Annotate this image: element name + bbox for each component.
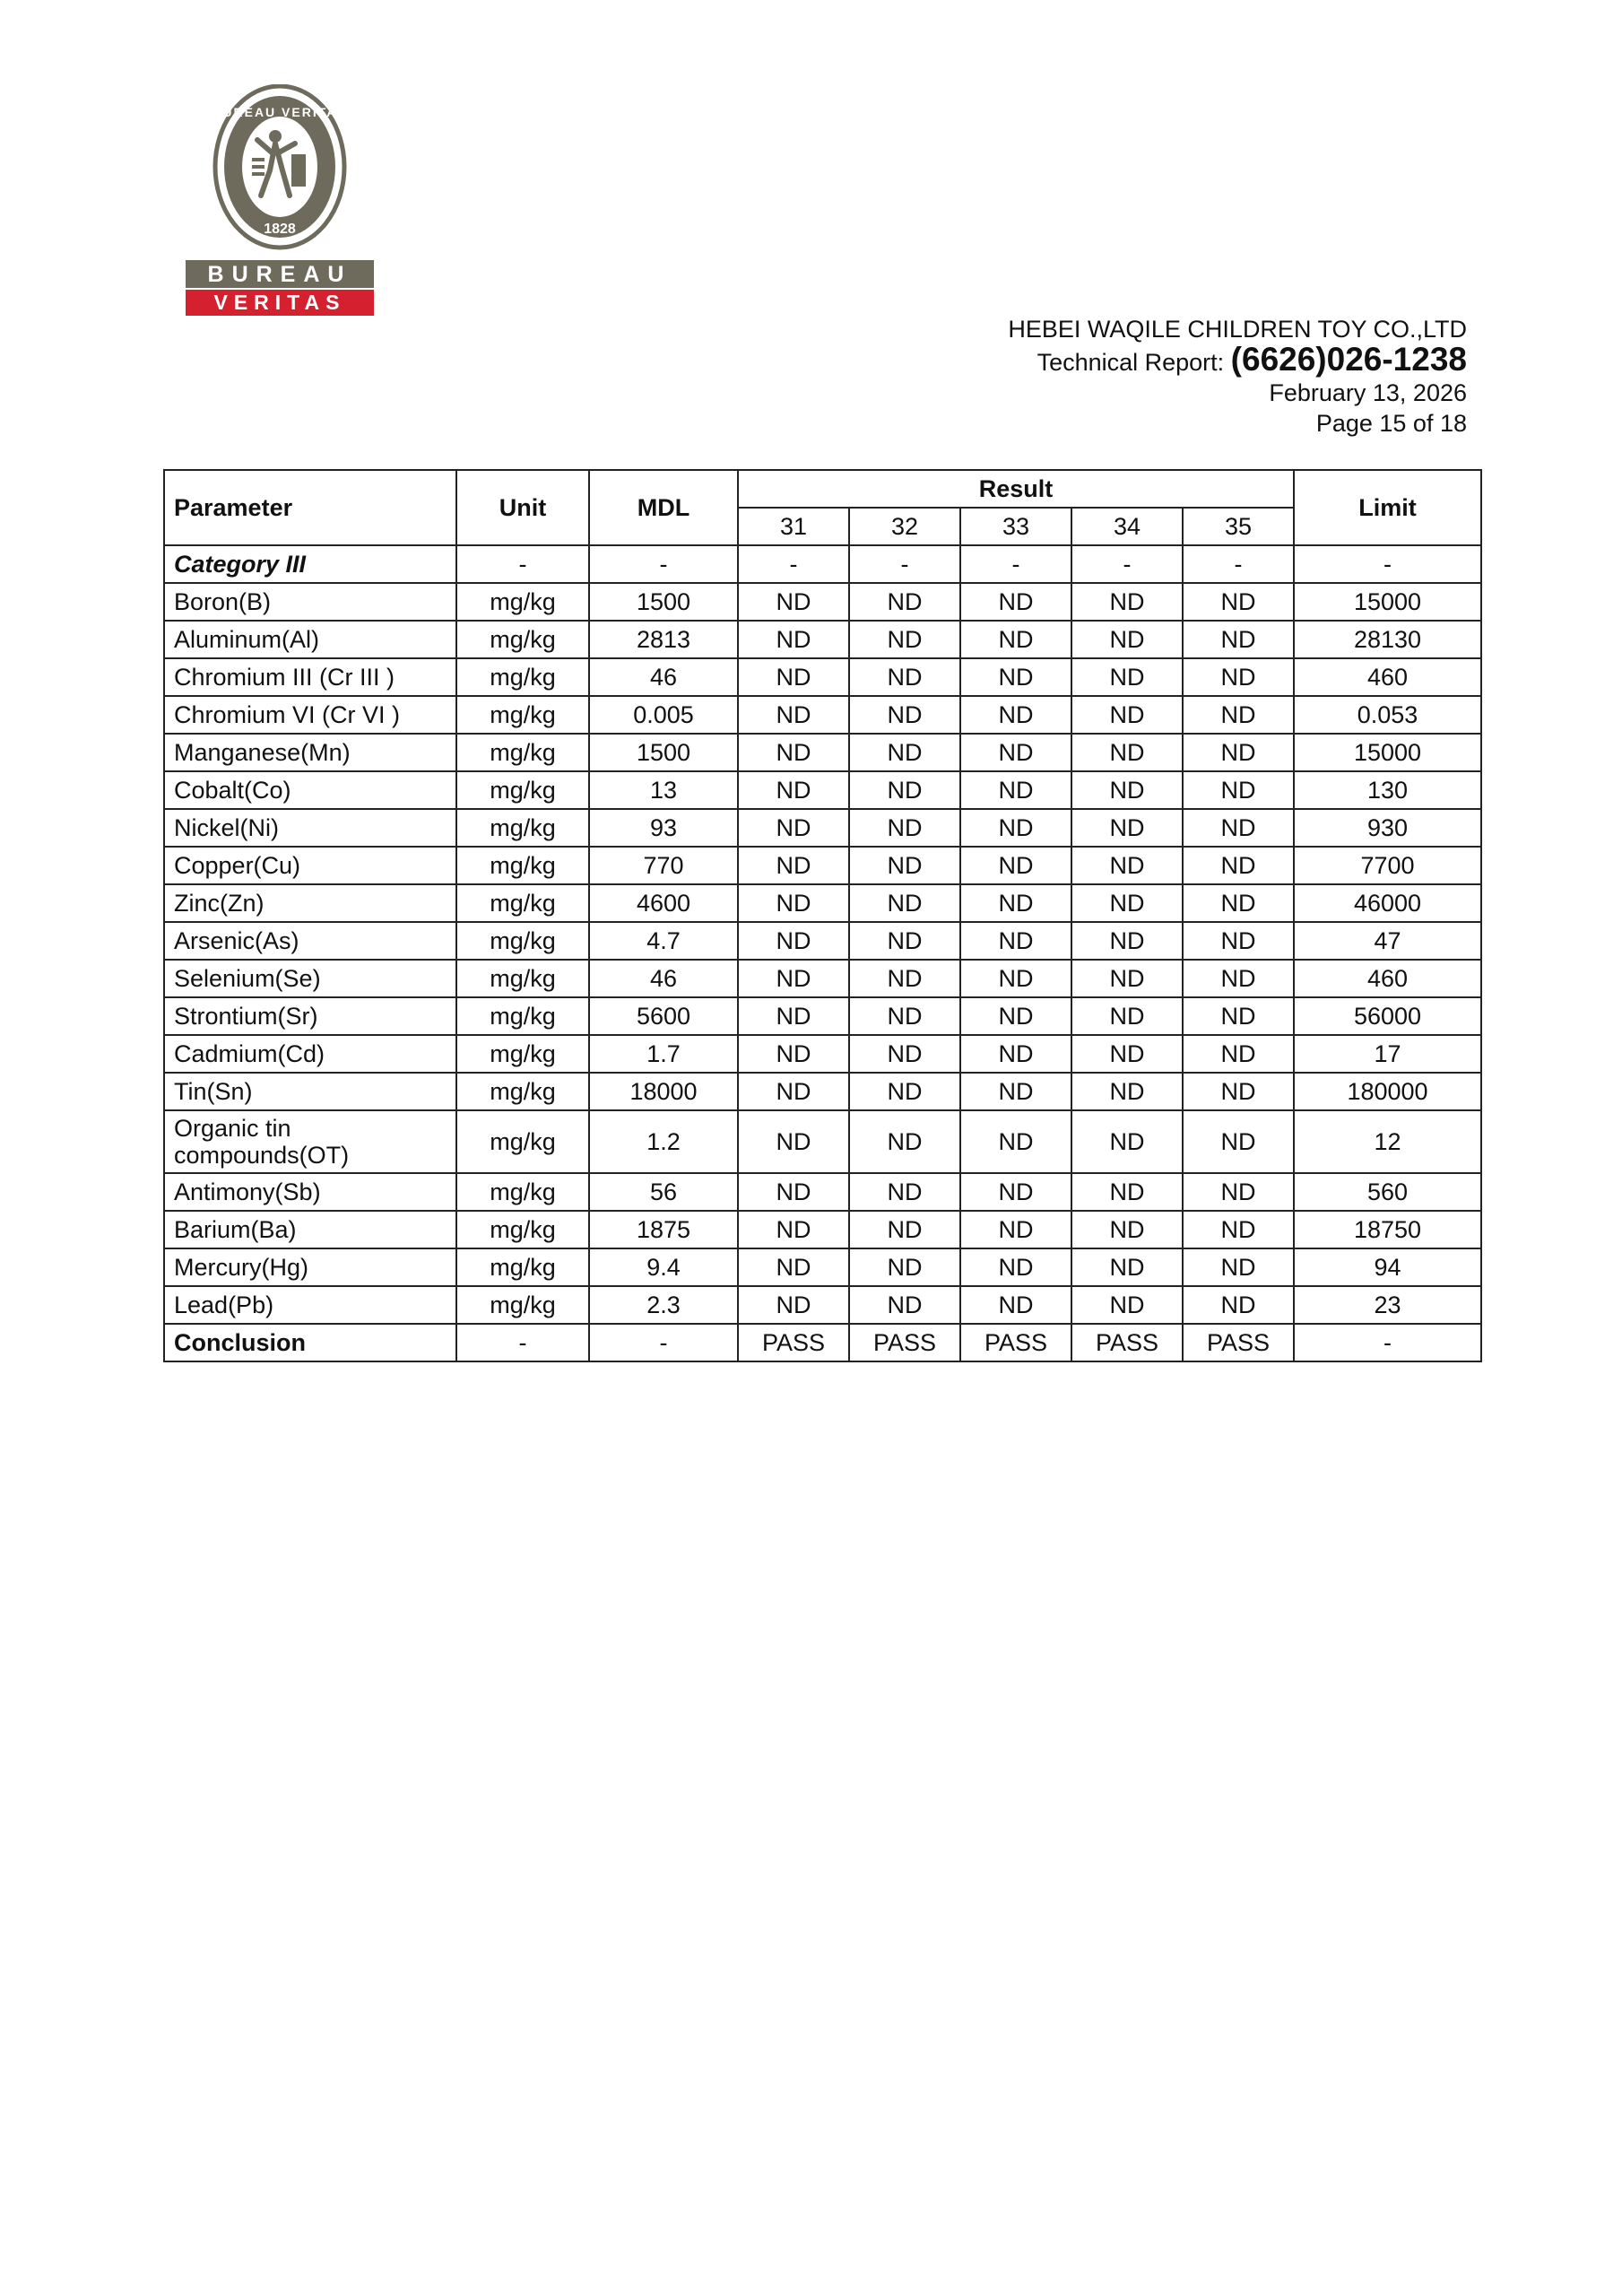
mdl-cell: 1500	[589, 734, 738, 771]
result-cell: ND	[738, 1035, 849, 1073]
unit-cell: mg/kg	[456, 960, 589, 997]
result-cell: ND	[738, 1248, 849, 1286]
report-header	[1008, 314, 1467, 439]
mdl-cell: 1875	[589, 1211, 738, 1248]
result-cell: ND	[849, 847, 960, 884]
unit-cell: mg/kg	[456, 997, 589, 1035]
parameter-cell: Aluminum(Al)	[164, 621, 456, 658]
header-sample: 33	[960, 508, 1071, 545]
result-cell: ND	[738, 960, 849, 997]
result-cell: ND	[738, 809, 849, 847]
table-row	[164, 1173, 1481, 1211]
conclusion-row	[164, 1324, 1481, 1361]
result-cell: -	[960, 545, 1071, 583]
limit-cell: 46000	[1294, 884, 1481, 922]
result-cell: ND	[738, 1286, 849, 1324]
mdl-cell: 9.4	[589, 1248, 738, 1286]
result-cell: ND	[738, 696, 849, 734]
result-cell: ND	[1071, 884, 1183, 922]
result-cell: ND	[849, 1110, 960, 1173]
limit-cell: 180000	[1294, 1073, 1481, 1110]
header-parameter: Parameter	[164, 470, 456, 545]
result-cell: ND	[1183, 1073, 1294, 1110]
table-row	[164, 771, 1481, 809]
result-cell: ND	[1183, 847, 1294, 884]
unit-cell: mg/kg	[456, 847, 589, 884]
mdl-cell: -	[589, 545, 738, 583]
mdl-cell: 5600	[589, 997, 738, 1035]
header-sample: 31	[738, 508, 849, 545]
parameter-cell: Manganese(Mn)	[164, 734, 456, 771]
parameter-cell: Cobalt(Co)	[164, 771, 456, 809]
result-cell: -	[849, 545, 960, 583]
result-cell: ND	[960, 809, 1071, 847]
table-row	[164, 997, 1481, 1035]
mdl-cell: -	[589, 1324, 738, 1361]
svg-text:1828: 1828	[264, 222, 296, 237]
header-limit: Limit	[1294, 470, 1481, 545]
result-cell: ND	[1071, 1173, 1183, 1211]
mdl-cell: 46	[589, 960, 738, 997]
result-cell: ND	[1071, 922, 1183, 960]
result-cell: ND	[738, 621, 849, 658]
unit-cell: -	[456, 1324, 589, 1361]
table-row	[164, 621, 1481, 658]
category-row	[164, 545, 1481, 583]
results-table	[163, 469, 1482, 1362]
mdl-cell: 1.7	[589, 1035, 738, 1073]
result-cell: ND	[1071, 1035, 1183, 1073]
limit-cell: -	[1294, 545, 1481, 583]
limit-cell: 94	[1294, 1248, 1481, 1286]
result-cell: ND	[960, 1248, 1071, 1286]
bureau-veritas-logo	[184, 84, 376, 317]
result-cell: ND	[1183, 1286, 1294, 1324]
table-row	[164, 583, 1481, 621]
result-cell: ND	[1071, 658, 1183, 696]
mdl-cell: 770	[589, 847, 738, 884]
unit-cell: mg/kg	[456, 583, 589, 621]
result-cell: ND	[1071, 847, 1183, 884]
mdl-cell: 56	[589, 1173, 738, 1211]
parameter-cell: Mercury(Hg)	[164, 1248, 456, 1286]
result-cell: ND	[1071, 621, 1183, 658]
result-cell: ND	[1071, 960, 1183, 997]
limit-cell: 28130	[1294, 621, 1481, 658]
result-cell: PASS	[1071, 1324, 1183, 1361]
result-cell: ND	[849, 884, 960, 922]
result-cell: ND	[849, 621, 960, 658]
result-cell: ND	[960, 922, 1071, 960]
report-line	[1008, 341, 1467, 378]
result-cell: ND	[738, 997, 849, 1035]
limit-cell: 56000	[1294, 997, 1481, 1035]
parameter-cell: Arsenic(As)	[164, 922, 456, 960]
report-label: Technical Report:	[1037, 349, 1231, 376]
svg-text:BUREAU VERITAS: BUREAU VERITAS	[212, 105, 348, 119]
table-row	[164, 1286, 1481, 1324]
result-cell: PASS	[738, 1324, 849, 1361]
table-row	[164, 1073, 1481, 1110]
table-row	[164, 1248, 1481, 1286]
limit-cell: 47	[1294, 922, 1481, 960]
limit-cell: 23	[1294, 1286, 1481, 1324]
table-row	[164, 809, 1481, 847]
parameter-cell: Barium(Ba)	[164, 1211, 456, 1248]
result-cell: ND	[1183, 696, 1294, 734]
result-cell: ND	[960, 658, 1071, 696]
parameter-cell: Zinc(Zn)	[164, 884, 456, 922]
result-cell: ND	[960, 734, 1071, 771]
result-cell: ND	[1183, 583, 1294, 621]
unit-cell: mg/kg	[456, 1248, 589, 1286]
result-cell: ND	[849, 696, 960, 734]
svg-text:VERITAS: VERITAS	[213, 291, 346, 314]
result-cell: ND	[1071, 809, 1183, 847]
unit-cell: mg/kg	[456, 1110, 589, 1173]
mdl-cell: 1.2	[589, 1110, 738, 1173]
limit-cell: 15000	[1294, 583, 1481, 621]
header-sample: 34	[1071, 508, 1183, 545]
result-cell: ND	[1183, 997, 1294, 1035]
result-cell: ND	[1183, 771, 1294, 809]
unit-cell: mg/kg	[456, 734, 589, 771]
result-cell: ND	[738, 922, 849, 960]
svg-text:BUREAU: BUREAU	[207, 262, 352, 287]
header-mdl: MDL	[589, 470, 738, 545]
limit-cell: 460	[1294, 658, 1481, 696]
result-cell: ND	[849, 771, 960, 809]
result-cell: ND	[1183, 1248, 1294, 1286]
result-cell: ND	[849, 1073, 960, 1110]
table-row	[164, 1035, 1481, 1073]
result-cell: ND	[1071, 734, 1183, 771]
result-cell: ND	[1071, 771, 1183, 809]
result-cell: ND	[1071, 696, 1183, 734]
parameter-cell: Selenium(Se)	[164, 960, 456, 997]
limit-cell: 12	[1294, 1110, 1481, 1173]
result-cell: ND	[1183, 734, 1294, 771]
result-cell: ND	[738, 1211, 849, 1248]
result-cell: ND	[1183, 809, 1294, 847]
unit-cell: mg/kg	[456, 771, 589, 809]
header-result: Result	[738, 470, 1294, 508]
result-cell: ND	[849, 1211, 960, 1248]
result-cell: -	[738, 545, 849, 583]
mdl-cell: 13	[589, 771, 738, 809]
unit-cell: mg/kg	[456, 1173, 589, 1211]
result-cell: ND	[1071, 1248, 1183, 1286]
result-cell: ND	[849, 1248, 960, 1286]
unit-cell: mg/kg	[456, 1211, 589, 1248]
conclusion-label: Conclusion	[164, 1324, 456, 1361]
result-cell: ND	[960, 960, 1071, 997]
mdl-cell: 0.005	[589, 696, 738, 734]
parameter-cell: Chromium VI (Cr VI )	[164, 696, 456, 734]
result-cell: ND	[960, 621, 1071, 658]
parameter-cell: Cadmium(Cd)	[164, 1035, 456, 1073]
unit-cell: mg/kg	[456, 658, 589, 696]
result-cell: ND	[960, 771, 1071, 809]
header-sample: 35	[1183, 508, 1294, 545]
result-cell: ND	[849, 809, 960, 847]
result-cell: ND	[738, 583, 849, 621]
unit-cell: mg/kg	[456, 884, 589, 922]
parameter-cell: Antimony(Sb)	[164, 1173, 456, 1211]
table-row	[164, 696, 1481, 734]
result-cell: ND	[1071, 997, 1183, 1035]
result-cell: ND	[960, 1073, 1071, 1110]
result-cell: ND	[738, 884, 849, 922]
parameter-cell: Strontium(Sr)	[164, 997, 456, 1035]
mdl-cell: 4.7	[589, 922, 738, 960]
limit-cell: 460	[1294, 960, 1481, 997]
result-cell: ND	[960, 1286, 1071, 1324]
company-name: HEBEI WAQILE CHILDREN TOY CO.,LTD	[1008, 316, 1467, 343]
table-body	[164, 545, 1481, 1361]
table-row	[164, 960, 1481, 997]
limit-cell: 17	[1294, 1035, 1481, 1073]
result-cell: PASS	[960, 1324, 1071, 1361]
result-cell: ND	[960, 997, 1071, 1035]
parameter-cell: Tin(Sn)	[164, 1073, 456, 1110]
result-cell: ND	[849, 583, 960, 621]
limit-cell: 130	[1294, 771, 1481, 809]
result-cell: PASS	[849, 1324, 960, 1361]
mdl-cell: 18000	[589, 1073, 738, 1110]
table-row	[164, 1211, 1481, 1248]
result-cell: ND	[738, 658, 849, 696]
result-cell: ND	[960, 1035, 1071, 1073]
result-cell: ND	[849, 922, 960, 960]
unit-cell: mg/kg	[456, 696, 589, 734]
report-date: February 13, 2026	[1269, 379, 1467, 406]
parameter-cell: Chromium III (Cr III )	[164, 658, 456, 696]
mdl-cell: 93	[589, 809, 738, 847]
limit-cell: -	[1294, 1324, 1481, 1361]
result-cell: ND	[1183, 658, 1294, 696]
parameter-cell: Lead(Pb)	[164, 1286, 456, 1324]
result-cell: -	[1071, 545, 1183, 583]
unit-cell: mg/kg	[456, 1073, 589, 1110]
limit-cell: 15000	[1294, 734, 1481, 771]
result-cell: ND	[1071, 583, 1183, 621]
table-row	[164, 658, 1481, 696]
result-cell: ND	[738, 847, 849, 884]
limit-cell: 0.053	[1294, 696, 1481, 734]
result-cell: ND	[960, 884, 1071, 922]
parameter-cell: Copper(Cu)	[164, 847, 456, 884]
table-row	[164, 734, 1481, 771]
limit-cell: 560	[1294, 1173, 1481, 1211]
result-cell: ND	[960, 1173, 1071, 1211]
table-row	[164, 847, 1481, 884]
unit-cell: mg/kg	[456, 1286, 589, 1324]
result-cell: ND	[849, 960, 960, 997]
result-cell: ND	[960, 696, 1071, 734]
result-cell: ND	[738, 771, 849, 809]
mdl-cell: 2.3	[589, 1286, 738, 1324]
header-sample: 32	[849, 508, 960, 545]
mdl-cell: 1500	[589, 583, 738, 621]
seal-icon	[212, 86, 347, 248]
table-row	[164, 884, 1481, 922]
result-cell: ND	[1183, 1211, 1294, 1248]
result-cell: PASS	[1183, 1324, 1294, 1361]
result-cell: ND	[849, 1035, 960, 1073]
result-cell: ND	[1071, 1211, 1183, 1248]
report-number: (6626)026-1238	[1230, 341, 1467, 378]
mdl-cell: 2813	[589, 621, 738, 658]
result-cell: ND	[1183, 621, 1294, 658]
unit-cell: -	[456, 545, 589, 583]
result-cell: ND	[849, 658, 960, 696]
result-cell: ND	[738, 1173, 849, 1211]
result-cell: ND	[1183, 884, 1294, 922]
result-cell: ND	[849, 1286, 960, 1324]
result-cell: ND	[1071, 1286, 1183, 1324]
parameter-cell: Boron(B)	[164, 583, 456, 621]
mdl-cell: 4600	[589, 884, 738, 922]
result-cell: ND	[1071, 1073, 1183, 1110]
limit-cell: 18750	[1294, 1211, 1481, 1248]
result-cell: ND	[738, 1110, 849, 1173]
unit-cell: mg/kg	[456, 922, 589, 960]
table-row	[164, 922, 1481, 960]
result-cell: ND	[849, 1173, 960, 1211]
result-cell: ND	[1183, 1035, 1294, 1073]
limit-cell: 930	[1294, 809, 1481, 847]
result-cell: ND	[1183, 1173, 1294, 1211]
result-cell: ND	[738, 1073, 849, 1110]
result-cell: ND	[1183, 1110, 1294, 1173]
category-label: Category III	[164, 545, 456, 583]
parameter-cell: Nickel(Ni)	[164, 809, 456, 847]
result-cell: ND	[1183, 960, 1294, 997]
result-cell: -	[1183, 545, 1294, 583]
result-cell: ND	[960, 1211, 1071, 1248]
mdl-cell: 46	[589, 658, 738, 696]
result-cell: ND	[960, 847, 1071, 884]
limit-cell: 7700	[1294, 847, 1481, 884]
result-cell: ND	[849, 997, 960, 1035]
table-row	[164, 1110, 1481, 1173]
parameter-cell: Organic tin compounds(OT)	[164, 1110, 456, 1173]
result-cell: ND	[960, 1110, 1071, 1173]
page-number: Page 15 of 18	[1315, 410, 1467, 437]
unit-cell: mg/kg	[456, 621, 589, 658]
unit-cell: mg/kg	[456, 1035, 589, 1073]
result-cell: ND	[849, 734, 960, 771]
result-cell: ND	[738, 734, 849, 771]
result-cell: ND	[1183, 922, 1294, 960]
result-cell: ND	[960, 583, 1071, 621]
unit-cell: mg/kg	[456, 809, 589, 847]
result-cell: ND	[1071, 1110, 1183, 1173]
header-unit: Unit	[456, 470, 589, 545]
